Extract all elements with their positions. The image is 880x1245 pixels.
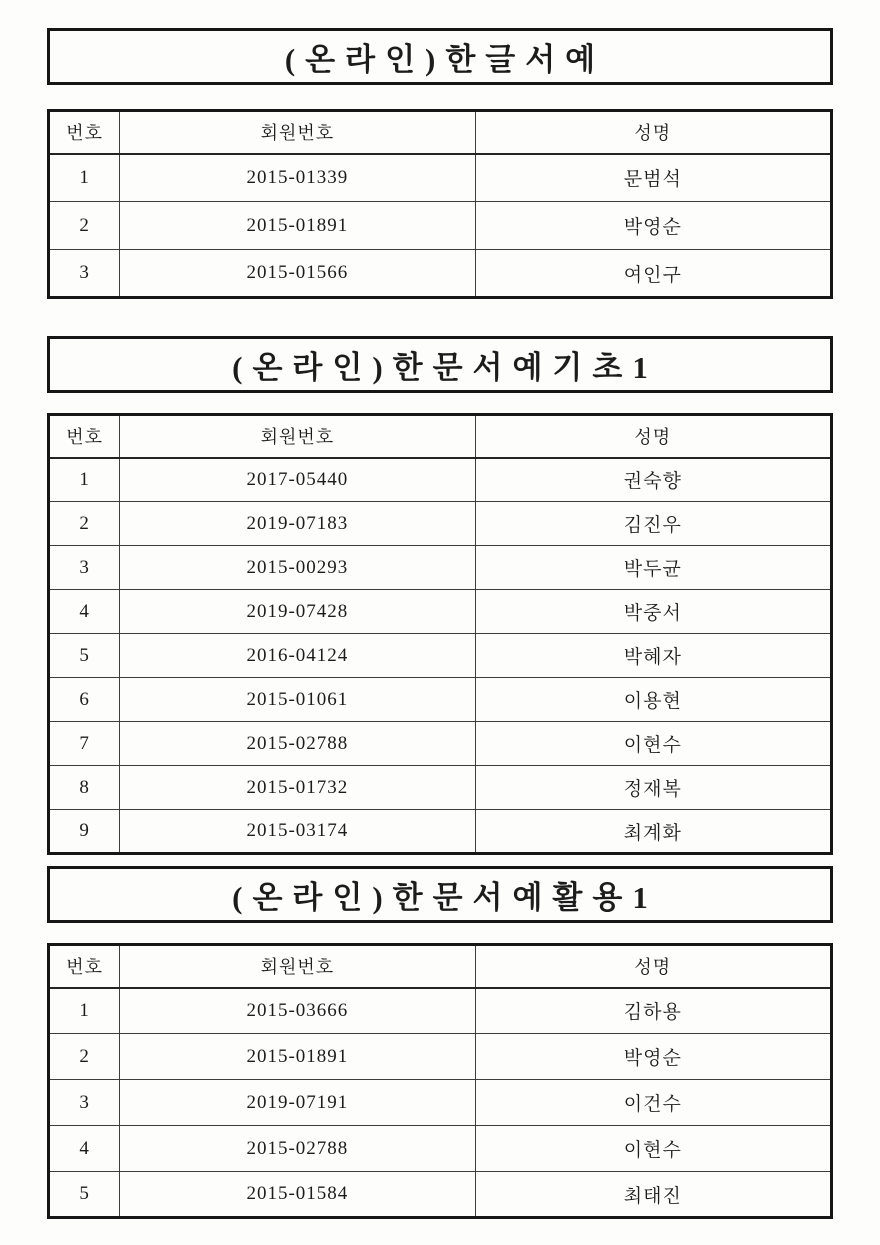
member-name-cell: 권숙향 xyxy=(475,458,831,502)
course-section xyxy=(47,28,833,299)
course-title: (온라인)한문서예활용1 xyxy=(232,880,658,915)
row-number-cell: 4 xyxy=(49,1126,120,1172)
row-number-cell: 3 xyxy=(49,546,120,590)
course-title: (온라인)한문서예기초1 xyxy=(232,350,658,385)
member-name-cell: 박두균 xyxy=(475,546,831,590)
header-row xyxy=(49,415,832,458)
member-name-cell: 정재복 xyxy=(475,766,831,810)
member-id-cell: 2019-07191 xyxy=(120,1080,475,1126)
table-row xyxy=(49,722,832,766)
roster-table xyxy=(47,943,833,1219)
sections-container xyxy=(47,28,833,1219)
member-id-cell: 2015-01339 xyxy=(120,154,475,202)
column-header: 번호 xyxy=(49,945,120,988)
course-section xyxy=(47,866,833,1219)
member-name-cell: 최태진 xyxy=(475,1172,831,1218)
table-row xyxy=(49,988,832,1034)
table-row xyxy=(49,1080,832,1126)
row-number-cell: 6 xyxy=(49,678,120,722)
member-id-cell: 2019-07183 xyxy=(120,502,475,546)
member-name-cell: 박영순 xyxy=(475,202,831,250)
roster-table xyxy=(47,109,833,299)
table-row xyxy=(49,202,832,250)
table-row xyxy=(49,810,832,854)
member-id-cell: 2015-02788 xyxy=(120,1126,475,1172)
row-number-cell: 2 xyxy=(49,202,120,250)
member-name-cell: 문범석 xyxy=(475,154,831,202)
table-row xyxy=(49,1172,832,1218)
member-id-cell: 2016-04124 xyxy=(120,634,475,678)
row-number-cell: 1 xyxy=(49,154,120,202)
table-row xyxy=(49,634,832,678)
column-header: 번호 xyxy=(49,415,120,458)
member-name-cell: 김진우 xyxy=(475,502,831,546)
row-number-cell: 2 xyxy=(49,1034,120,1080)
table-row xyxy=(49,250,832,298)
row-number-cell: 4 xyxy=(49,590,120,634)
member-id-cell: 2015-01566 xyxy=(120,250,475,298)
column-header: 성명 xyxy=(475,415,831,458)
table-row xyxy=(49,1034,832,1080)
member-id-cell: 2015-01584 xyxy=(120,1172,475,1218)
member-name-cell: 최계화 xyxy=(475,810,831,854)
table-row xyxy=(49,502,832,546)
member-id-cell: 2019-07428 xyxy=(120,590,475,634)
column-header: 회원번호 xyxy=(120,945,475,988)
member-name-cell: 이현수 xyxy=(475,722,831,766)
table-row xyxy=(49,458,832,502)
member-name-cell: 박중서 xyxy=(475,590,831,634)
table-row xyxy=(49,546,832,590)
member-id-cell: 2015-03666 xyxy=(120,988,475,1034)
column-header: 성명 xyxy=(475,111,831,154)
row-number-cell: 1 xyxy=(49,458,120,502)
member-id-cell: 2015-01061 xyxy=(120,678,475,722)
table-row xyxy=(49,590,832,634)
member-name-cell: 여인구 xyxy=(475,250,831,298)
header-row xyxy=(49,111,832,154)
member-id-cell: 2015-02788 xyxy=(120,722,475,766)
course-title-box xyxy=(47,336,833,393)
course-title-box xyxy=(47,28,833,85)
table-row xyxy=(49,678,832,722)
course-section xyxy=(47,336,833,855)
member-id-cell: 2017-05440 xyxy=(120,458,475,502)
header-row xyxy=(49,945,832,988)
row-number-cell: 7 xyxy=(49,722,120,766)
member-id-cell: 2015-03174 xyxy=(120,810,475,854)
course-title-box xyxy=(47,866,833,923)
row-number-cell: 3 xyxy=(49,1080,120,1126)
table-row xyxy=(49,1126,832,1172)
row-number-cell: 8 xyxy=(49,766,120,810)
row-number-cell: 5 xyxy=(49,1172,120,1218)
member-name-cell: 김하용 xyxy=(475,988,831,1034)
member-name-cell: 박혜자 xyxy=(475,634,831,678)
table-row xyxy=(49,154,832,202)
row-number-cell: 1 xyxy=(49,988,120,1034)
column-header: 회원번호 xyxy=(120,415,475,458)
row-number-cell: 5 xyxy=(49,634,120,678)
member-name-cell: 이현수 xyxy=(475,1126,831,1172)
member-id-cell: 2015-01891 xyxy=(120,1034,475,1080)
member-id-cell: 2015-01732 xyxy=(120,766,475,810)
course-title: (온라인)한글서예 xyxy=(284,42,606,77)
row-number-cell: 2 xyxy=(49,502,120,546)
column-header: 번호 xyxy=(49,111,120,154)
row-number-cell: 9 xyxy=(49,810,120,854)
member-name-cell: 이건수 xyxy=(475,1080,831,1126)
member-name-cell: 박영순 xyxy=(475,1034,831,1080)
member-id-cell: 2015-01891 xyxy=(120,202,475,250)
roster-table xyxy=(47,413,833,855)
table-row xyxy=(49,766,832,810)
column-header: 성명 xyxy=(475,945,831,988)
row-number-cell: 3 xyxy=(49,250,120,298)
column-header: 회원번호 xyxy=(120,111,475,154)
member-id-cell: 2015-00293 xyxy=(120,546,475,590)
member-name-cell: 이용현 xyxy=(475,678,831,722)
